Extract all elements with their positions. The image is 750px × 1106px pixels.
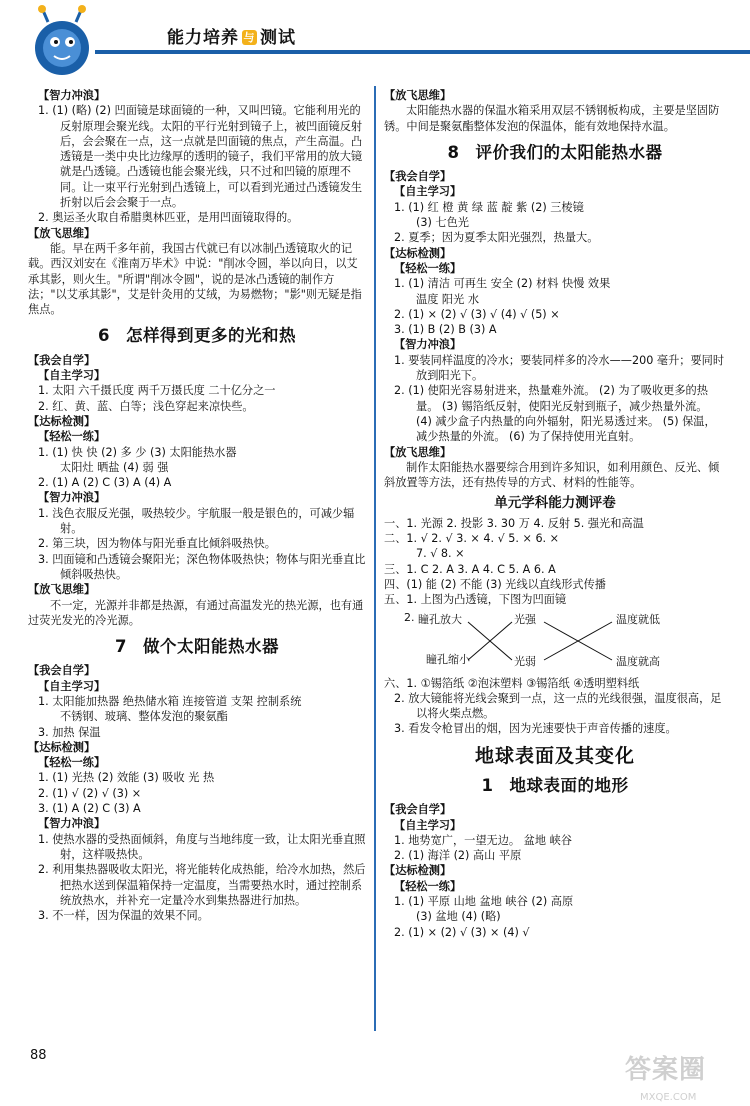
header-title-connector: 与 [243,31,256,44]
answer-item: 1. 地势宽广，一望无边。 盆地 峡谷 [394,833,572,847]
answer-item: 1. 浅色衣服反光强，吸热较少。宇航服一般是银色的，可减少辐射。 [38,506,355,536]
answer-item: 1. 太阳能加热器 绝热储水箱 连接管道 支架 控制系统 [38,694,302,708]
unit-test-title: 单元学科能力测评卷 [494,495,616,512]
section-tag: 【放飞思维】 [28,583,96,597]
section-tag: 【我会自学】 [28,353,96,367]
section-tag: 【我会自学】 [384,170,452,184]
answer-line: 三、1. C 2. A 3. A 4. C 5. A 6. A [384,562,556,576]
chapter-title: 地球表面及其变化 [474,744,635,767]
answer-item: 3. 加热 保温 [38,725,101,739]
answer-item: 3. (1) A (2) C (3) A [38,802,141,816]
subsection-tag: 【轻松一练】 [394,879,462,893]
left-column [28,88,366,923]
section-tag: 【放飞思维】 [384,445,452,459]
answer-item: 温度 阳光 水 [416,292,480,306]
matching-diagram [384,610,726,672]
answer-item: 2. (1) 使阳光容易射进来，热量难外流。 (2) 为了吸收更多的热量。 (3) 锡箔纸反射，使阳光反射到瓶子，减少热量外流。 (4) 减少盒子内热量的向外辐射，阳光易透过来。 (5) 保温，减少热量的外流。 (6) 为了保持使用光直射。 [394,384,716,444]
watermark-url: MXQE.COM [640,1092,697,1103]
matching-diagram-label-bm: 光弱 [514,654,536,668]
answer-item: 1. (1) 平原 山地 盆地 峡谷 (2) 高原 [394,895,574,909]
answer-item: 1. (1) (略) (2) 凹面镜是球面镜的一种，又叫凹镜。它能利用光的反射原理会聚光线。太阳的平行光射到镜子上，被凹面镜反射后，会会聚在一点，这一点就是凹面镜的焦点，产生高温。凸透镜是一类中央比边缘厚的透明的镜子，我们平常用的放大镜就是凸透镜。凸透镜也能会聚光线，只不过和凹镜的原理不同。让一束平行光射到凸透镜上，可以看到光通过凸透镜发生折射以后会会聚于一点。 [38,104,363,210]
answer-line: 2. 放大镜能将光线会聚到一点，这一点的光线很强，温度很高，足以将火柴点燃。 [394,691,722,721]
answer-item: 太阳灶 晒盐 (4) 弱 强 [60,460,169,474]
lesson-title: 8 评价我们的太阳能热水器 [447,142,663,162]
page-number: 88 [30,1048,47,1063]
matching-diagram-label-tr: 温度就低 [616,612,660,626]
answer-item: 3. (1) B (2) B (3) A [394,323,497,337]
answer-item: 3. 不一样，因为保温的效果不同。 [38,909,209,923]
header-rule [95,50,750,54]
answer-line: 五、1. 上图为凸透镜，下图为凹面镜 [384,593,567,607]
matching-lines [384,610,724,672]
answer-line: 一、1. 光源 2. 投影 3. 30 万 4. 反射 5. 强光和高温 [384,516,644,530]
subsection-tag: 【自主学习】 [394,185,462,199]
subsection-tag: 【智力冲浪】 [394,338,462,352]
answer-item: 2. (1) 海洋 (2) 高山 平原 [394,849,522,863]
subsection-tag: 【自主学习】 [38,369,106,383]
answer-item: (3) 七色光 [416,216,469,230]
answer-item: 1. 要装同样温度的冷水；要装同样多的冷水——200 毫升；要同时放到阳光下。 [394,353,725,383]
lesson-title: 1 地球表面的地形 [481,775,629,795]
think-paragraph: 不一定，光源并非都是热源，有通过高温发光的热光源，也有通过荧光发光的冷光源。 [28,598,364,627]
answer-item: 3. 凹面镜和凸透镜会聚阳光；深色物体吸热快；物体与阳光垂直比倾斜吸热快。 [38,552,366,581]
subsection-tag: 【轻松一练】 [38,756,106,770]
section-tag: 【达标检测】 [28,740,96,754]
subsection-tag: 【智力冲浪】 [38,817,106,831]
subsection-tag: 【智力冲浪】 [38,491,106,505]
mascot-logo-icon [28,4,98,78]
answer-item: 2. (1) × (2) √ (3) × (4) √ [394,925,530,939]
answer-item: 2. 奥运圣火取自希腊奥林匹亚，是用凹面镜取得的。 [38,211,299,225]
answer-item: 2. 夏季；因为夏季太阳光强烈，热量大。 [394,231,599,245]
header-title: 能力培养 与 测试 [167,28,296,48]
lesson-title: 6 怎样得到更多的光和热 [98,326,296,346]
column-divider [374,86,376,1031]
answer-line: 二、1. √ 2. √ 3. × 4. √ 5. × 6. × [384,532,560,546]
answer-item: 2. (1) A (2) C (3) A (4) A [38,476,172,490]
right-column [384,88,726,940]
subsection-tag: 【自主学习】 [394,818,462,832]
subsection-tag: 【轻松一练】 [38,430,106,444]
answer-item: 1. (1) 光热 (2) 效能 (3) 吸收 光 热 [38,771,215,785]
answer-item: 1. 太阳 六千摄氏度 两千万摄氏度 二十亿分之一 [38,384,276,398]
answer-item: 1. 使热水器的受热面倾斜，角度与当地纬度一致，让太阳光垂直照射，这样吸热快。 [38,832,366,861]
answer-item: 2. 第三块，因为物体与阳光垂直比倾斜吸热快。 [38,537,276,551]
matching-diagram-label-tm: 光强 [514,612,536,626]
think-paragraph: 太阳能热水器的保温水箱采用双层不锈钢板构成，主要是坚固防锈。中间是聚氨酯整体发泡的保温体，能有效地保持水温。 [384,104,720,133]
think-paragraph: 制作太阳能热水器要综合用到许多知识，如利用颜色、反光、倾斜放置等方法，还有热传导的方式、材料的性能等。 [384,460,720,490]
section-tag: 【智力冲浪】 [38,89,106,102]
matching-diagram-label-br: 温度就高 [616,654,660,668]
section-tag: 【我会自学】 [28,664,96,678]
matching-diagram-label-tl: 瞳孔放大 [418,612,462,626]
page-header [0,0,750,82]
matching-diagram-label-tl: 2. [404,610,415,624]
section-tag: 【我会自学】 [384,803,452,817]
answer-line: 四、(1) 能 (2) 不能 (3) 光线以直线形式传播 [384,577,606,591]
answer-item: 1. (1) 快 快 (2) 多 少 (3) 太阳能热水器 [38,445,237,459]
answer-item: 2. (1) √ (2) √ (3) × [38,786,142,800]
section-tag: 【放飞思维】 [28,226,96,240]
answer-item: (3) 盆地 (4) (略) [416,910,501,924]
subsection-tag: 【自主学习】 [38,679,106,693]
answer-item: 2. 红、黄、蓝、白等；浅色穿起来凉快些。 [38,399,254,413]
answer-item: 1. (1) 清洁 可再生 安全 (2) 材料 快慢 效果 [394,277,611,291]
subsection-tag: 【轻松一练】 [394,261,462,275]
think-paragraph: 能。早在两千多年前，我国古代就已有以冰制凸透镜取火的记载。西汉刘安在《淮南万毕术》中说："削冰令圆，举以向日，以艾承其影，则火生。"所谓"削冰令圆"，说的是冰凸透镜的制作方法；"以艾承其影"，艾是针灸用的艾绒，为易燃物；"影"则无疑是指焦点。 [28,241,362,317]
lesson-title: 7 做个太阳能热水器 [115,637,279,657]
answer-item: 2. 利用集热器吸收太阳光，将光能转化成热能，给冷水加热，然后把热水送到保温箱保持一定温度，当需要热水时，通过控制系统放热水，并补充一定量冷水到集热器进行加热。 [38,863,366,907]
section-tag: 【达标检测】 [28,414,96,428]
section-tag: 【达标检测】 [384,246,452,260]
matching-diagram-label-bl: 瞳孔缩小 [426,652,470,666]
answer-line: 六、1. ①锡箔纸 ②泡沫塑料 ③锡箔纸 ④透明塑料纸 [384,676,640,690]
watermark-logo: 答案圈 [625,1055,707,1085]
section-tag: 【达标检测】 [384,864,452,878]
answer-item: 不锈钢、玻璃、整体发泡的聚氨酯 [60,710,228,724]
answer-line: 7. √ 8. × [416,547,465,561]
section-tag: 【放飞思维】 [384,89,452,102]
answer-line: 3. 看发令枪冒出的烟，因为光速要快于声音传播的速度。 [394,722,677,736]
answer-item: 2. (1) × (2) √ (3) √ (4) √ (5) × [394,307,560,321]
answer-item: 1. (1) 红 橙 黄 绿 蓝 靛 紫 (2) 三棱镜 [394,200,584,214]
